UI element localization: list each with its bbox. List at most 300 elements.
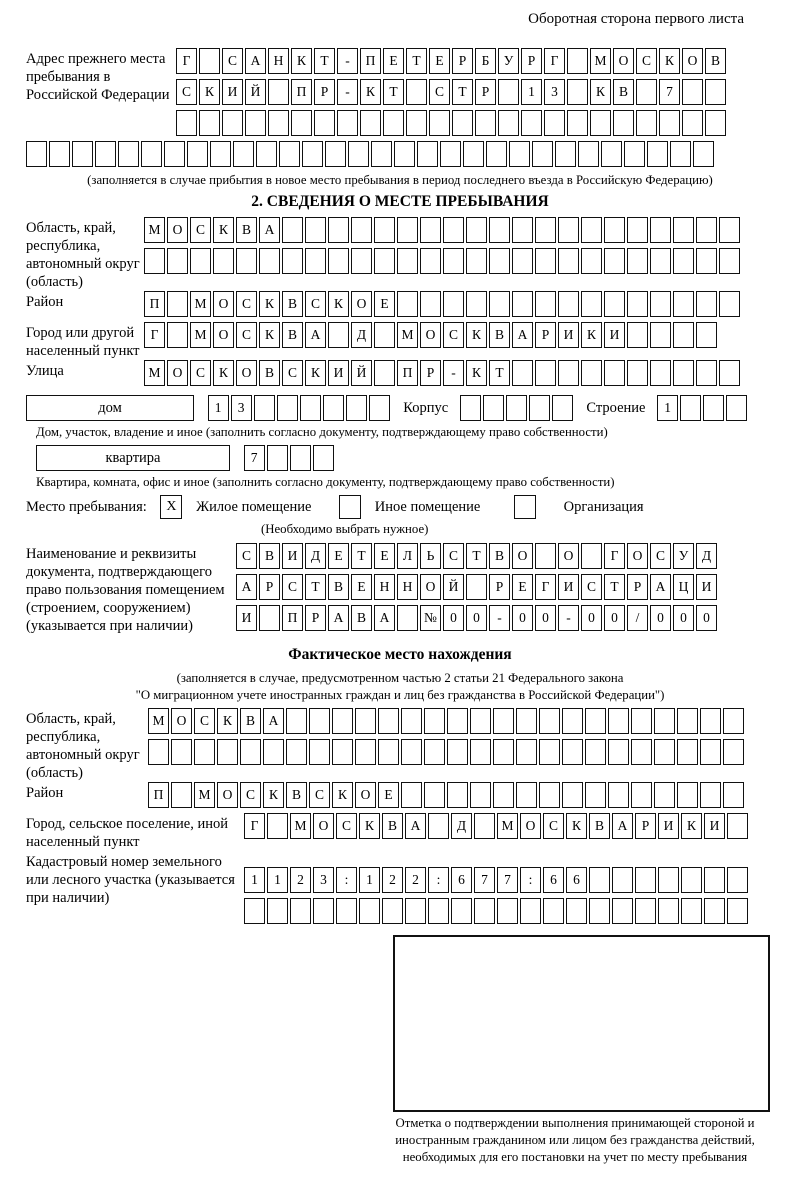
char-cell [254, 395, 275, 421]
al-cadastre-label: Кадастровый номер земельного или лесного участка (указывается при наличии) [26, 854, 235, 906]
char-cell: А [263, 708, 284, 734]
char-cell [677, 782, 698, 808]
char-cell: 2 [405, 867, 426, 893]
char-cell: 0 [673, 605, 694, 631]
char-cell [604, 291, 625, 317]
char-cell: А [245, 48, 266, 74]
char-cell [673, 248, 694, 274]
char-cell [405, 898, 426, 924]
char-cell: О [627, 543, 648, 569]
char-cell [328, 248, 349, 274]
char-cell [428, 813, 449, 839]
document-block [26, 543, 774, 636]
char-cell: № [420, 605, 441, 631]
char-cell: Ь [420, 543, 441, 569]
char-cell [696, 248, 717, 274]
region-block [26, 217, 774, 291]
char-cell: М [194, 782, 215, 808]
char-cell [693, 141, 714, 167]
char-cell [263, 739, 284, 765]
char-cell: В [489, 543, 510, 569]
char-cell: О [613, 48, 634, 74]
char-cell [290, 445, 311, 471]
char-cell [240, 739, 261, 765]
char-cell [677, 708, 698, 734]
char-cell [447, 782, 468, 808]
char-cell: В [259, 360, 280, 386]
char-cell [681, 867, 702, 893]
char-cell: К [360, 79, 381, 105]
char-cell [359, 898, 380, 924]
char-cell [650, 360, 671, 386]
char-cell: : [336, 867, 357, 893]
char-cell [451, 898, 472, 924]
street-block [26, 360, 774, 391]
char-cell [498, 110, 519, 136]
char-cell [624, 141, 645, 167]
char-cell [567, 48, 588, 74]
char-cell [719, 291, 740, 317]
char-cell [171, 739, 192, 765]
char-cell: К [213, 217, 234, 243]
char-cell: А [236, 574, 257, 600]
char-cell [440, 141, 461, 167]
char-cell: Е [374, 543, 395, 569]
char-cell [535, 248, 556, 274]
char-cell: - [337, 48, 358, 74]
char-cell: Ц [673, 574, 694, 600]
char-cell: С [282, 574, 303, 600]
char-cell: И [328, 360, 349, 386]
stay-type-checkbox-residential: X [160, 495, 182, 519]
char-cell: О [213, 322, 234, 348]
char-cell [291, 110, 312, 136]
char-cell [498, 79, 519, 105]
stay-type-label: Место пребывания: [26, 499, 147, 515]
prev-address-row-3 [176, 110, 728, 137]
char-cell: К [305, 360, 326, 386]
char-cell: У [673, 543, 694, 569]
char-cell: С [581, 574, 602, 600]
char-cell [245, 110, 266, 136]
char-cell: 0 [604, 605, 625, 631]
char-cell: Д [451, 813, 472, 839]
char-cell [348, 141, 369, 167]
char-cell: К [359, 813, 380, 839]
apartment-note: Квартира, комната, офис и иное (заполнить согласно документу, подтверждающему право собственности) [36, 475, 615, 489]
char-cell [397, 248, 418, 274]
char-cell [429, 110, 450, 136]
char-cell [286, 739, 307, 765]
char-cell [267, 813, 288, 839]
char-cell [719, 248, 740, 274]
char-cell [516, 708, 537, 734]
char-cell [466, 291, 487, 317]
char-cell: И [282, 543, 303, 569]
char-cell: Р [489, 574, 510, 600]
char-cell [604, 248, 625, 274]
char-cell: И [696, 574, 717, 600]
char-cell: Й [245, 79, 266, 105]
char-cell [279, 141, 300, 167]
char-cell [544, 110, 565, 136]
char-cell [194, 739, 215, 765]
char-cell: 6 [566, 867, 587, 893]
char-cell [164, 141, 185, 167]
char-cell: М [144, 217, 165, 243]
char-cell [612, 867, 633, 893]
char-cell [627, 360, 648, 386]
char-cell: П [282, 605, 303, 631]
char-cell [309, 708, 330, 734]
stay-type-option-other: Иное помещение [374, 499, 481, 515]
char-cell: - [337, 79, 358, 105]
char-cell: Р [305, 605, 326, 631]
char-cell: В [489, 322, 510, 348]
char-cell: М [144, 360, 165, 386]
char-cell [470, 782, 491, 808]
char-cell [443, 248, 464, 274]
char-cell [520, 898, 541, 924]
char-cell [493, 739, 514, 765]
char-cell [489, 248, 510, 274]
char-cell [581, 543, 602, 569]
char-cell: Л [397, 543, 418, 569]
char-cell [460, 395, 481, 421]
char-cell: Г [535, 574, 556, 600]
region-label: Область, край, республика, автономный округ (область) [26, 220, 140, 290]
apartment-number-cells [244, 445, 336, 472]
char-cell [589, 867, 610, 893]
char-cell [636, 110, 657, 136]
char-cell [355, 739, 376, 765]
char-cell [382, 898, 403, 924]
document-row-1 [236, 543, 719, 570]
char-cell: И [558, 574, 579, 600]
char-cell [604, 217, 625, 243]
char-cell [394, 141, 415, 167]
char-cell [355, 708, 376, 734]
char-cell [658, 867, 679, 893]
char-cell [328, 322, 349, 348]
char-cell [337, 110, 358, 136]
char-cell: Т [351, 543, 372, 569]
char-cell: 3 [544, 79, 565, 105]
char-cell: Р [635, 813, 656, 839]
char-cell: 6 [543, 867, 564, 893]
char-cell: О [313, 813, 334, 839]
char-cell [558, 248, 579, 274]
char-cell [470, 708, 491, 734]
char-cell: М [397, 322, 418, 348]
char-cell: Е [429, 48, 450, 74]
char-cell [267, 898, 288, 924]
char-cell [383, 110, 404, 136]
char-cell: У [498, 48, 519, 74]
char-cell [558, 217, 579, 243]
char-cell [613, 110, 634, 136]
char-cell: О [682, 48, 703, 74]
char-cell: 1 [208, 395, 229, 421]
char-cell [148, 739, 169, 765]
char-cell: В [382, 813, 403, 839]
char-cell [346, 395, 367, 421]
char-cell: А [405, 813, 426, 839]
char-cell: Е [351, 574, 372, 600]
char-cell [282, 248, 303, 274]
korpus-label: Корпус [403, 400, 449, 416]
char-cell [705, 79, 726, 105]
char-cell: А [259, 217, 280, 243]
char-cell [401, 708, 422, 734]
char-cell [313, 445, 334, 471]
char-cell: А [305, 322, 326, 348]
char-cell [497, 898, 518, 924]
char-cell [167, 248, 188, 274]
char-cell [677, 739, 698, 765]
char-cell [118, 141, 139, 167]
char-cell [704, 867, 725, 893]
char-cell [659, 110, 680, 136]
char-cell: 2 [290, 867, 311, 893]
stay-type-option-organization: Организация [563, 499, 644, 515]
char-cell: А [328, 605, 349, 631]
char-cell: Т [604, 574, 625, 600]
char-cell [539, 708, 560, 734]
char-cell: О [171, 708, 192, 734]
al-district-label: Район [26, 785, 64, 801]
char-cell [374, 360, 395, 386]
char-cell: К [659, 48, 680, 74]
char-cell: - [443, 360, 464, 386]
char-cell: Н [374, 574, 395, 600]
city-row [144, 322, 719, 349]
char-cell: О [558, 543, 579, 569]
char-cell: О [420, 574, 441, 600]
char-cell [581, 360, 602, 386]
char-cell [309, 739, 330, 765]
house-row [26, 395, 774, 422]
char-cell [493, 782, 514, 808]
char-cell [236, 248, 257, 274]
char-cell: Г [176, 48, 197, 74]
char-cell [332, 708, 353, 734]
char-cell: С [236, 291, 257, 317]
char-cell: С [190, 217, 211, 243]
char-cell: В [705, 48, 726, 74]
char-cell [631, 782, 652, 808]
house-number-cells [208, 395, 392, 422]
char-cell [489, 217, 510, 243]
char-cell: С [236, 543, 257, 569]
char-cell [300, 395, 321, 421]
char-cell [95, 141, 116, 167]
char-cell: - [489, 605, 510, 631]
char-cell: Р [452, 48, 473, 74]
char-cell: В [240, 708, 261, 734]
char-cell [631, 739, 652, 765]
al-city-label: Город, сельское поселение, иной населенный пункт [26, 816, 229, 850]
char-cell [682, 79, 703, 105]
char-cell: В [613, 79, 634, 105]
char-cell [466, 574, 487, 600]
char-cell: Р [314, 79, 335, 105]
char-cell: И [558, 322, 579, 348]
char-cell [397, 217, 418, 243]
char-cell [199, 48, 220, 74]
char-cell: Д [351, 322, 372, 348]
char-cell: О [512, 543, 533, 569]
char-cell: Т [305, 574, 326, 600]
char-cell: С [240, 782, 261, 808]
char-cell: М [190, 291, 211, 317]
char-cell [539, 782, 560, 808]
prev-address-rows [176, 48, 728, 141]
char-cell: Е [512, 574, 533, 600]
char-cell [374, 248, 395, 274]
prev-address-label: Адрес прежнего места пребывания в Российской Федерации [26, 51, 170, 103]
char-cell: : [428, 867, 449, 893]
char-cell: С [222, 48, 243, 74]
char-cell [562, 708, 583, 734]
char-cell [259, 248, 280, 274]
char-cell [636, 79, 657, 105]
al-district-row [148, 782, 746, 809]
char-cell [49, 141, 70, 167]
char-cell: К [328, 291, 349, 317]
char-cell [452, 110, 473, 136]
char-cell [658, 898, 679, 924]
char-cell: Е [328, 543, 349, 569]
char-cell: С [236, 322, 257, 348]
char-cell [590, 110, 611, 136]
char-cell [282, 217, 303, 243]
char-cell: Р [535, 322, 556, 348]
char-cell [532, 141, 553, 167]
region-rows [144, 217, 742, 279]
char-cell [420, 248, 441, 274]
char-cell: А [374, 605, 395, 631]
char-cell [703, 395, 724, 421]
char-cell [650, 248, 671, 274]
char-cell: 7 [244, 445, 265, 471]
document-row-3 [236, 605, 719, 632]
char-cell [608, 739, 629, 765]
char-cell [447, 739, 468, 765]
char-cell [529, 395, 550, 421]
char-cell: В [589, 813, 610, 839]
char-cell: Р [475, 79, 496, 105]
char-cell [290, 898, 311, 924]
char-cell [406, 110, 427, 136]
char-cell [141, 141, 162, 167]
char-cell: С [636, 48, 657, 74]
char-cell [700, 782, 721, 808]
char-cell [483, 395, 504, 421]
char-cell [244, 898, 265, 924]
char-cell [670, 141, 691, 167]
char-cell [378, 739, 399, 765]
char-cell [631, 708, 652, 734]
char-cell [654, 782, 675, 808]
char-cell [601, 141, 622, 167]
confirmation-stamp-caption: Отметка о подтверждении выполнения принимающей стороной и иностранным гражданином или лицом без гражданства действий, необходимых для его постановки на учет по месту пребывания [395, 1116, 755, 1164]
char-cell: К [332, 782, 353, 808]
char-cell: О [167, 360, 188, 386]
char-cell [474, 813, 495, 839]
char-cell: Д [305, 543, 326, 569]
char-cell: Б [475, 48, 496, 74]
char-cell: М [497, 813, 518, 839]
char-cell: П [148, 782, 169, 808]
char-cell [328, 217, 349, 243]
char-cell [268, 79, 289, 105]
page-header-note: Оборотная сторона первого листа [528, 11, 744, 27]
char-cell [259, 605, 280, 631]
city-label: Город или другой населенный пункт [26, 325, 140, 359]
char-cell: О [217, 782, 238, 808]
actual-location-note-2: "О миграционном учете иностранных граждан и лиц без гражданства в Российской Федерации") [135, 688, 665, 702]
char-cell: К [581, 322, 602, 348]
char-cell [176, 110, 197, 136]
char-cell: С [309, 782, 330, 808]
char-cell [213, 248, 234, 274]
char-cell [277, 395, 298, 421]
char-cell [199, 110, 220, 136]
char-cell [635, 898, 656, 924]
char-cell [673, 217, 694, 243]
char-cell [673, 291, 694, 317]
stay-type-note: (Необходимо выбрать нужное) [261, 522, 429, 536]
char-cell [578, 141, 599, 167]
al-district-block [26, 782, 774, 813]
city-block [26, 322, 774, 360]
char-cell [723, 782, 744, 808]
char-cell: С [282, 360, 303, 386]
stroenie-cells [657, 395, 749, 422]
char-cell [493, 708, 514, 734]
char-cell [443, 291, 464, 317]
char-cell [420, 217, 441, 243]
char-cell: - [558, 605, 579, 631]
char-cell: 7 [497, 867, 518, 893]
char-cell [535, 543, 556, 569]
char-cell [558, 291, 579, 317]
char-cell [700, 708, 721, 734]
char-cell [567, 110, 588, 136]
char-cell: 3 [231, 395, 252, 421]
char-cell: П [291, 79, 312, 105]
char-cell: Й [443, 574, 464, 600]
district-label: Район [26, 294, 64, 310]
korpus-cells [460, 395, 575, 422]
street-row [144, 360, 742, 387]
char-cell [374, 217, 395, 243]
char-cell: Н [397, 574, 418, 600]
char-cell [420, 291, 441, 317]
char-cell [463, 141, 484, 167]
char-cell [682, 110, 703, 136]
stay-type-checkbox-other [339, 495, 361, 519]
char-cell [397, 291, 418, 317]
house-type-box: дом [26, 395, 194, 421]
char-cell [401, 739, 422, 765]
char-cell [585, 782, 606, 808]
char-cell: С [190, 360, 211, 386]
char-cell: 1 [657, 395, 678, 421]
char-cell: В [282, 291, 303, 317]
char-cell: М [190, 322, 211, 348]
